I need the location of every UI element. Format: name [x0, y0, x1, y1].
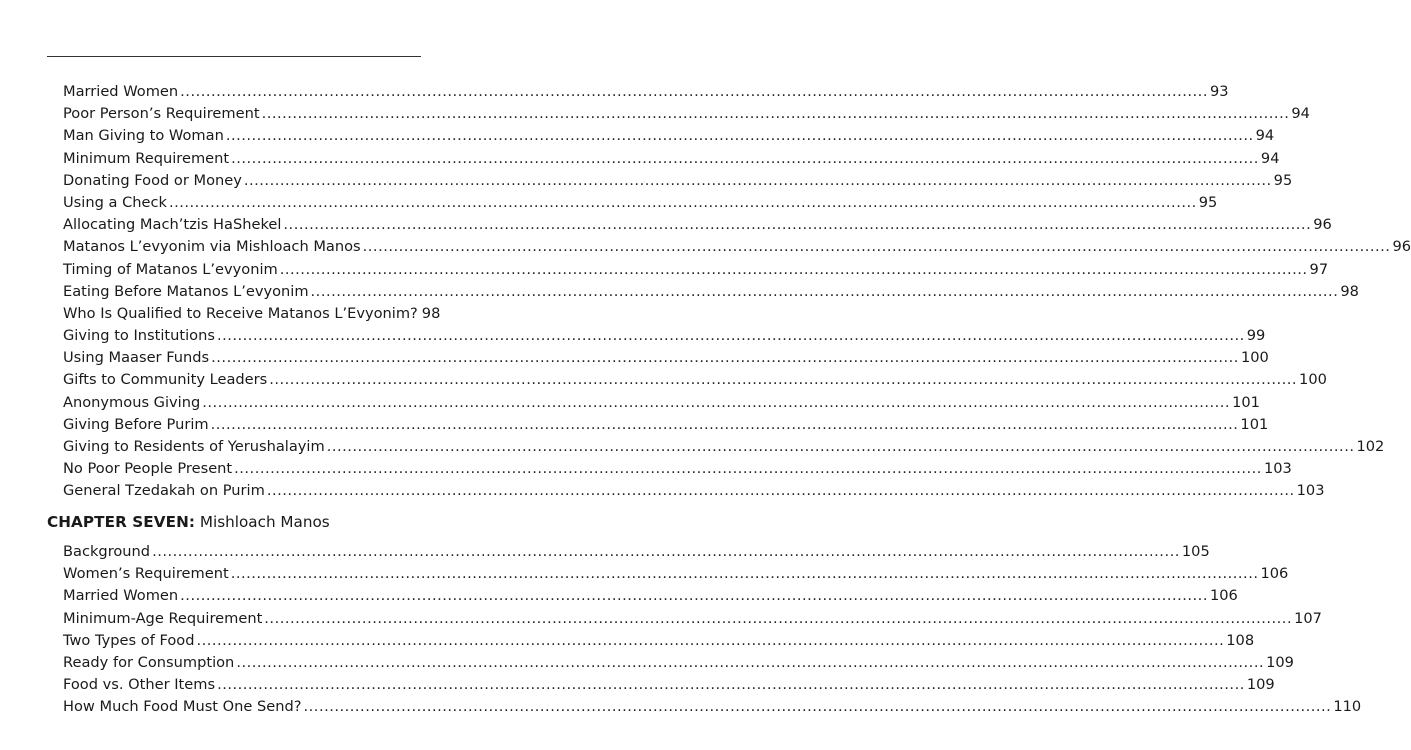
- toc-entry-title: Man Giving to Woman: [63, 127, 224, 145]
- toc-entry-page: 93: [1209, 83, 1229, 100]
- toc-entry[interactable]: [63, 125, 1275, 147]
- chapter-heading: [47, 511, 330, 533]
- dot-leader: [327, 436, 1355, 458]
- toc-entry-page: 106: [1260, 565, 1289, 583]
- toc-entry-page: 102: [1356, 438, 1385, 455]
- toc-entry-title: Giving to Institutions: [63, 327, 215, 345]
- toc-entry[interactable]: [63, 541, 1210, 563]
- toc-entry-title: Married Women: [63, 587, 179, 605]
- dot-leader: [217, 674, 1245, 696]
- toc-section-mishloach-manos: [63, 541, 1362, 719]
- toc-entry[interactable]: [63, 480, 1325, 502]
- toc-entry[interactable]: [63, 192, 1218, 214]
- toc-entry[interactable]: [63, 630, 1255, 652]
- dot-leader: [264, 608, 1292, 630]
- toc-entry-page: 100: [1299, 371, 1327, 389]
- toc-entry-title: Women’s Requirement: [63, 565, 229, 583]
- toc-entry[interactable]: [63, 214, 1332, 236]
- toc-section-matanos: [63, 81, 1411, 503]
- toc-entry-page: 103: [1296, 482, 1325, 500]
- toc-entry[interactable]: [63, 414, 1269, 436]
- toc-entry-page: 98: [1340, 282, 1359, 300]
- toc-entry-page: 110: [1333, 698, 1362, 716]
- dot-leader: [267, 480, 1295, 502]
- dot-leader: [363, 236, 1391, 258]
- toc-entry-page: 95: [1273, 171, 1293, 189]
- dot-leader: [231, 148, 1259, 170]
- top-divider: [47, 56, 421, 57]
- dot-leader: [283, 214, 1311, 236]
- dot-leader: [217, 325, 1245, 347]
- dot-leader: [311, 281, 1339, 303]
- toc-entry-title: Anonymous Giving: [63, 393, 201, 411]
- toc-entry[interactable]: [63, 652, 1294, 674]
- toc-entry-page: 94: [1291, 105, 1310, 123]
- toc-entry-title: Giving Before Purim: [63, 415, 209, 433]
- dot-leader: [280, 259, 1308, 281]
- toc-entry-page: 106: [1209, 587, 1238, 605]
- toc-entry[interactable]: [63, 81, 1229, 103]
- toc-entry-page: 108: [1226, 631, 1255, 649]
- toc-entry[interactable]: [63, 303, 441, 325]
- toc-entry-page: 103: [1263, 460, 1292, 478]
- toc-entry-page: 101: [1232, 393, 1260, 411]
- dot-leader: [180, 81, 1208, 103]
- dot-leader: [244, 170, 1272, 192]
- toc-entry-title: Giving to Residents of Yerushalayim: [63, 438, 325, 455]
- toc-entry-page: 109: [1266, 653, 1294, 671]
- toc-entry-title: Married Women: [63, 83, 179, 100]
- toc-entry-page: 105: [1181, 543, 1210, 560]
- toc-entry-title: Background: [63, 543, 151, 560]
- toc-entry-page: 96: [1313, 216, 1332, 234]
- dot-leader: [211, 414, 1239, 436]
- toc-entry-title: Donating Food or Money: [63, 171, 242, 189]
- toc-entry-title: Poor Person’s Requirement: [63, 105, 260, 123]
- toc-entry[interactable]: [63, 369, 1327, 391]
- toc-entry-title: Allocating Mach’tzis HaShekel: [63, 216, 282, 234]
- toc-entry[interactable]: [63, 563, 1289, 585]
- toc-entry[interactable]: [63, 696, 1362, 718]
- dot-leader: [226, 125, 1254, 147]
- toc-entry-title: Gifts to Community Leaders: [63, 371, 268, 389]
- toc-entry[interactable]: [63, 259, 1329, 281]
- dot-leader: [234, 458, 1262, 480]
- toc-entry[interactable]: [63, 347, 1269, 369]
- toc-entry-page: 107: [1294, 609, 1322, 627]
- toc-entry-page: 95: [1198, 193, 1218, 211]
- dot-leader: [236, 652, 1264, 674]
- toc-entry-title: Food vs. Other Items: [63, 676, 216, 694]
- chapter-title: Mishloach Manos: [199, 513, 330, 531]
- dot-leader: [231, 563, 1259, 585]
- toc-entry-title: No Poor People Present: [63, 460, 233, 478]
- chapter-label: CHAPTER SEVEN:: [47, 513, 196, 531]
- toc-entry-title: Who Is Qualified to Receive Matanos L’Evyonim?: [63, 304, 418, 322]
- dot-leader: [262, 103, 1290, 125]
- toc-entry-page: 94: [1260, 149, 1280, 167]
- toc-entry[interactable]: [63, 392, 1260, 414]
- toc-entry[interactable]: [63, 458, 1292, 480]
- toc-entry[interactable]: [63, 585, 1238, 607]
- dot-leader: [202, 392, 1230, 414]
- toc-entry-title: Eating Before Matanos L’evyonim: [63, 282, 309, 300]
- toc-entry[interactable]: [63, 236, 1411, 258]
- toc-entry-title: General Tzedakah on Purim: [63, 482, 265, 500]
- dot-leader: [180, 585, 1208, 607]
- toc-entry-title: Two Types of Food: [63, 631, 195, 649]
- toc-entry[interactable]: [63, 103, 1310, 125]
- dot-leader: [304, 696, 1332, 718]
- toc-entry[interactable]: [63, 674, 1275, 696]
- dot-leader: [152, 541, 1180, 563]
- dot-leader: [269, 369, 1297, 391]
- toc-entry-page: 98: [421, 304, 441, 322]
- toc-entry-page: 97: [1309, 260, 1329, 278]
- toc-entry[interactable]: [63, 148, 1280, 170]
- toc-entry[interactable]: [63, 281, 1359, 303]
- toc-entry-title: Minimum-Age Requirement: [63, 609, 263, 627]
- toc-entry-title: Ready for Consumption: [63, 653, 235, 671]
- toc-entry-page: 109: [1246, 676, 1275, 694]
- toc-entry-page: 101: [1240, 415, 1269, 433]
- toc-entry-title: Minimum Requirement: [63, 149, 230, 167]
- toc-entry-title: Matanos L’evyonim via Mishloach Manos: [63, 238, 361, 256]
- toc-entry-title: Using a Check: [63, 193, 167, 211]
- toc-entry-page: 94: [1255, 127, 1275, 145]
- toc-entry[interactable]: [63, 325, 1266, 347]
- toc-entry[interactable]: [63, 436, 1385, 458]
- toc-entry[interactable]: [63, 608, 1322, 630]
- toc-entry-page: 99: [1246, 327, 1266, 345]
- toc-entry-page: 96: [1392, 238, 1411, 256]
- dot-leader: [169, 192, 1197, 214]
- dot-leader: [196, 630, 1224, 652]
- toc-entry-title: Using Maaser Funds: [63, 349, 210, 367]
- toc-entry[interactable]: [63, 170, 1293, 192]
- toc-entry-title: How Much Food Must One Send?: [63, 698, 302, 716]
- toc-entry-page: 100: [1240, 349, 1269, 367]
- dot-leader: [211, 347, 1239, 369]
- toc-entry-title: Timing of Matanos L’evyonim: [63, 260, 278, 278]
